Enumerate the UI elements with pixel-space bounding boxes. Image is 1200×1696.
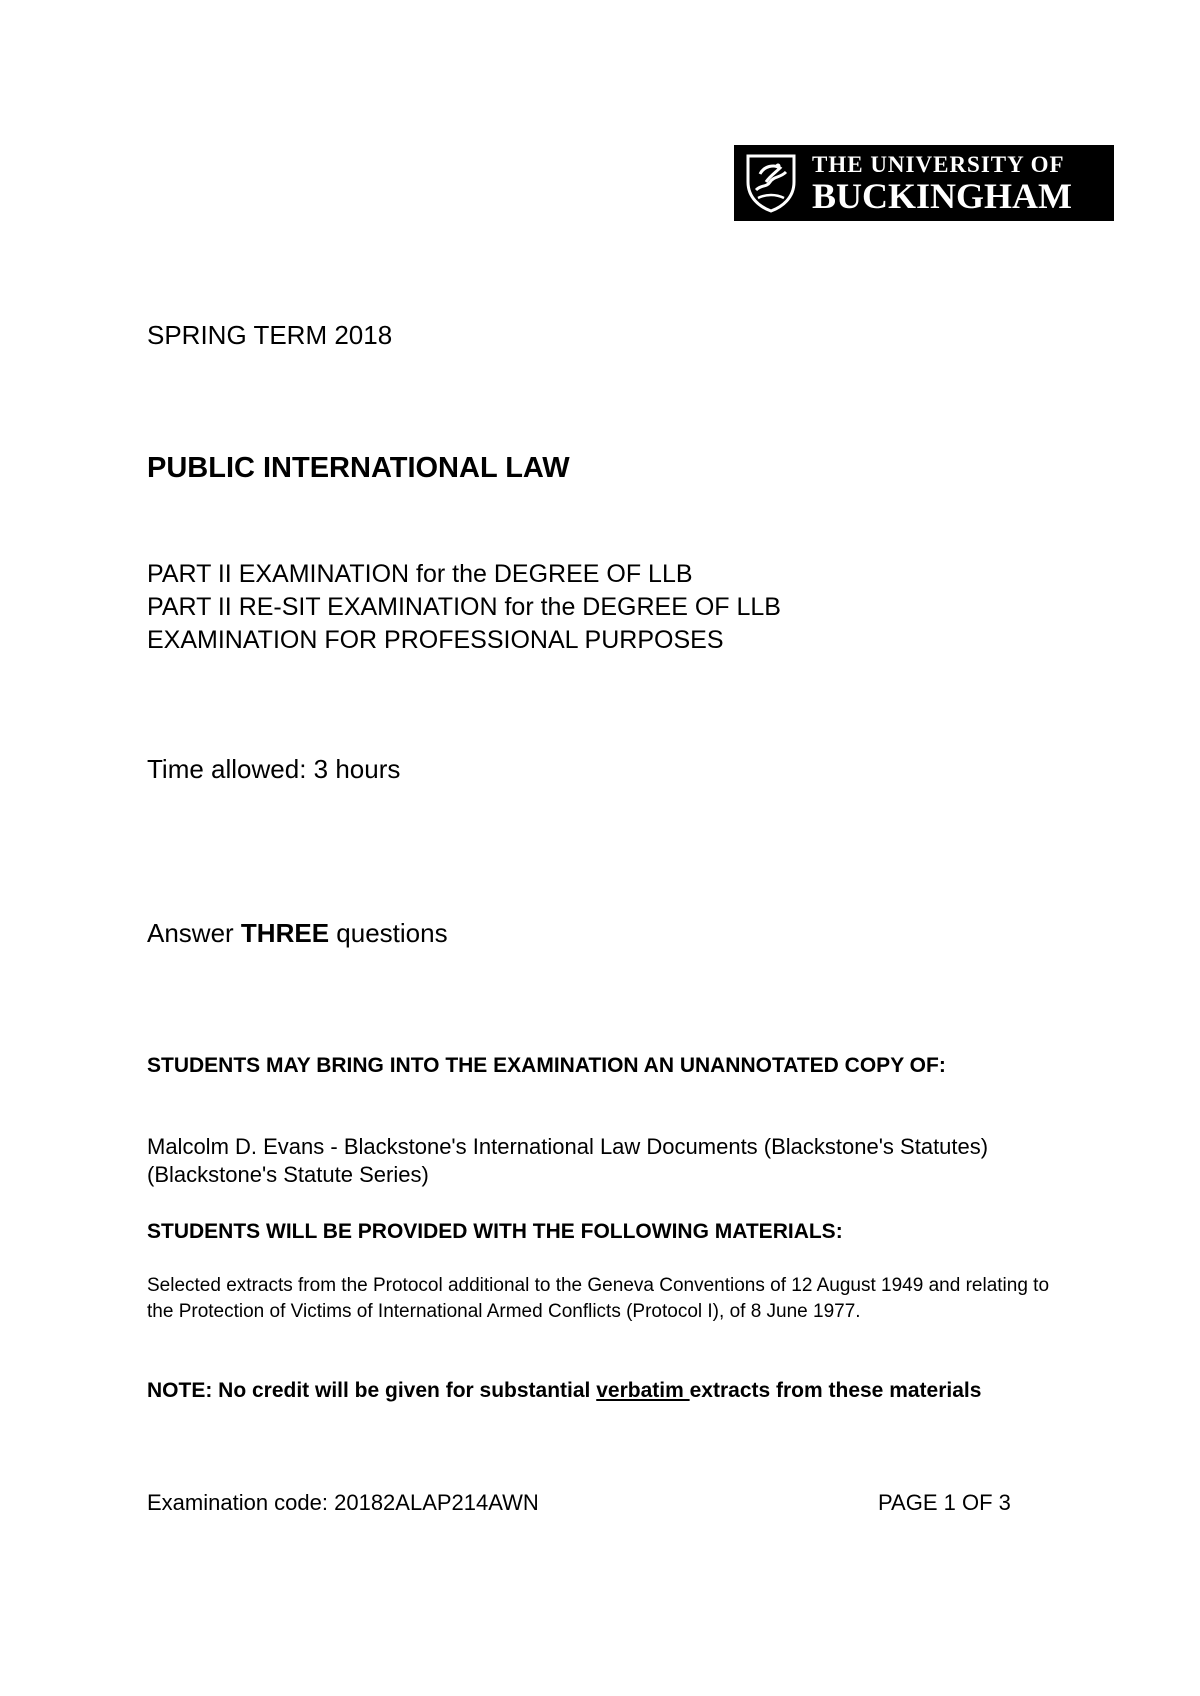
provided-materials-heading: STUDENTS WILL BE PROVIDED WITH THE FOLLOWING MATERIALS: <box>147 1220 843 1243</box>
provided-materials-text: Selected extracts from the Protocol additional to the Geneva Conventions of 12 August 1949 and relating to the Protection of Victims of International Armed Conflicts (Protocol I), of 8 June 1977. <box>147 1275 1050 1322</box>
permitted-materials-heading: STUDENTS MAY BRING INTO THE EXAMINATION AN UNANNOTATED COPY OF: <box>147 1054 946 1077</box>
examination-list <box>147 558 781 657</box>
course-title: PUBLIC INTERNATIONAL LAW <box>147 452 570 484</box>
examination-line: EXAMINATION FOR PROFESSIONAL PURPOSES <box>147 626 724 654</box>
permitted-materials-text: Malcolm D. Evans - Blackstone's International Law Documents (Blackstone's Statutes) (Blackstone's Statute Series) <box>147 1134 989 1187</box>
logo-line-2: BUCKINGHAM <box>812 175 1072 216</box>
answer-instruction <box>147 918 448 949</box>
note-after: extracts from these materials <box>689 1379 982 1402</box>
answer-count: THREE <box>240 918 330 948</box>
answer-suffix: questions <box>329 918 448 948</box>
note-text <box>147 1377 1047 1405</box>
examination-line: PART II RE-SIT EXAMINATION for the DEGREE OF LLB <box>147 593 781 621</box>
university-crest-icon <box>744 152 798 214</box>
note-underlined: verbatim <box>596 1379 690 1402</box>
university-logo <box>734 145 1114 221</box>
examination-line: PART II EXAMINATION for the DEGREE OF LLB <box>147 560 693 588</box>
examination-code: Examination code: 20182ALAP214AWN <box>147 1490 539 1515</box>
answer-prefix: Answer <box>147 918 241 948</box>
university-name <box>812 153 1072 214</box>
page-number: PAGE 1 OF 3 <box>878 1490 1011 1515</box>
term-label: SPRING TERM 2018 <box>147 320 393 350</box>
time-allowed: Time allowed: 3 hours <box>147 754 401 784</box>
logo-line-1: THE UNIVERSITY OF <box>812 151 1065 177</box>
note-before: NOTE: No credit will be given for substantial <box>147 1379 597 1402</box>
